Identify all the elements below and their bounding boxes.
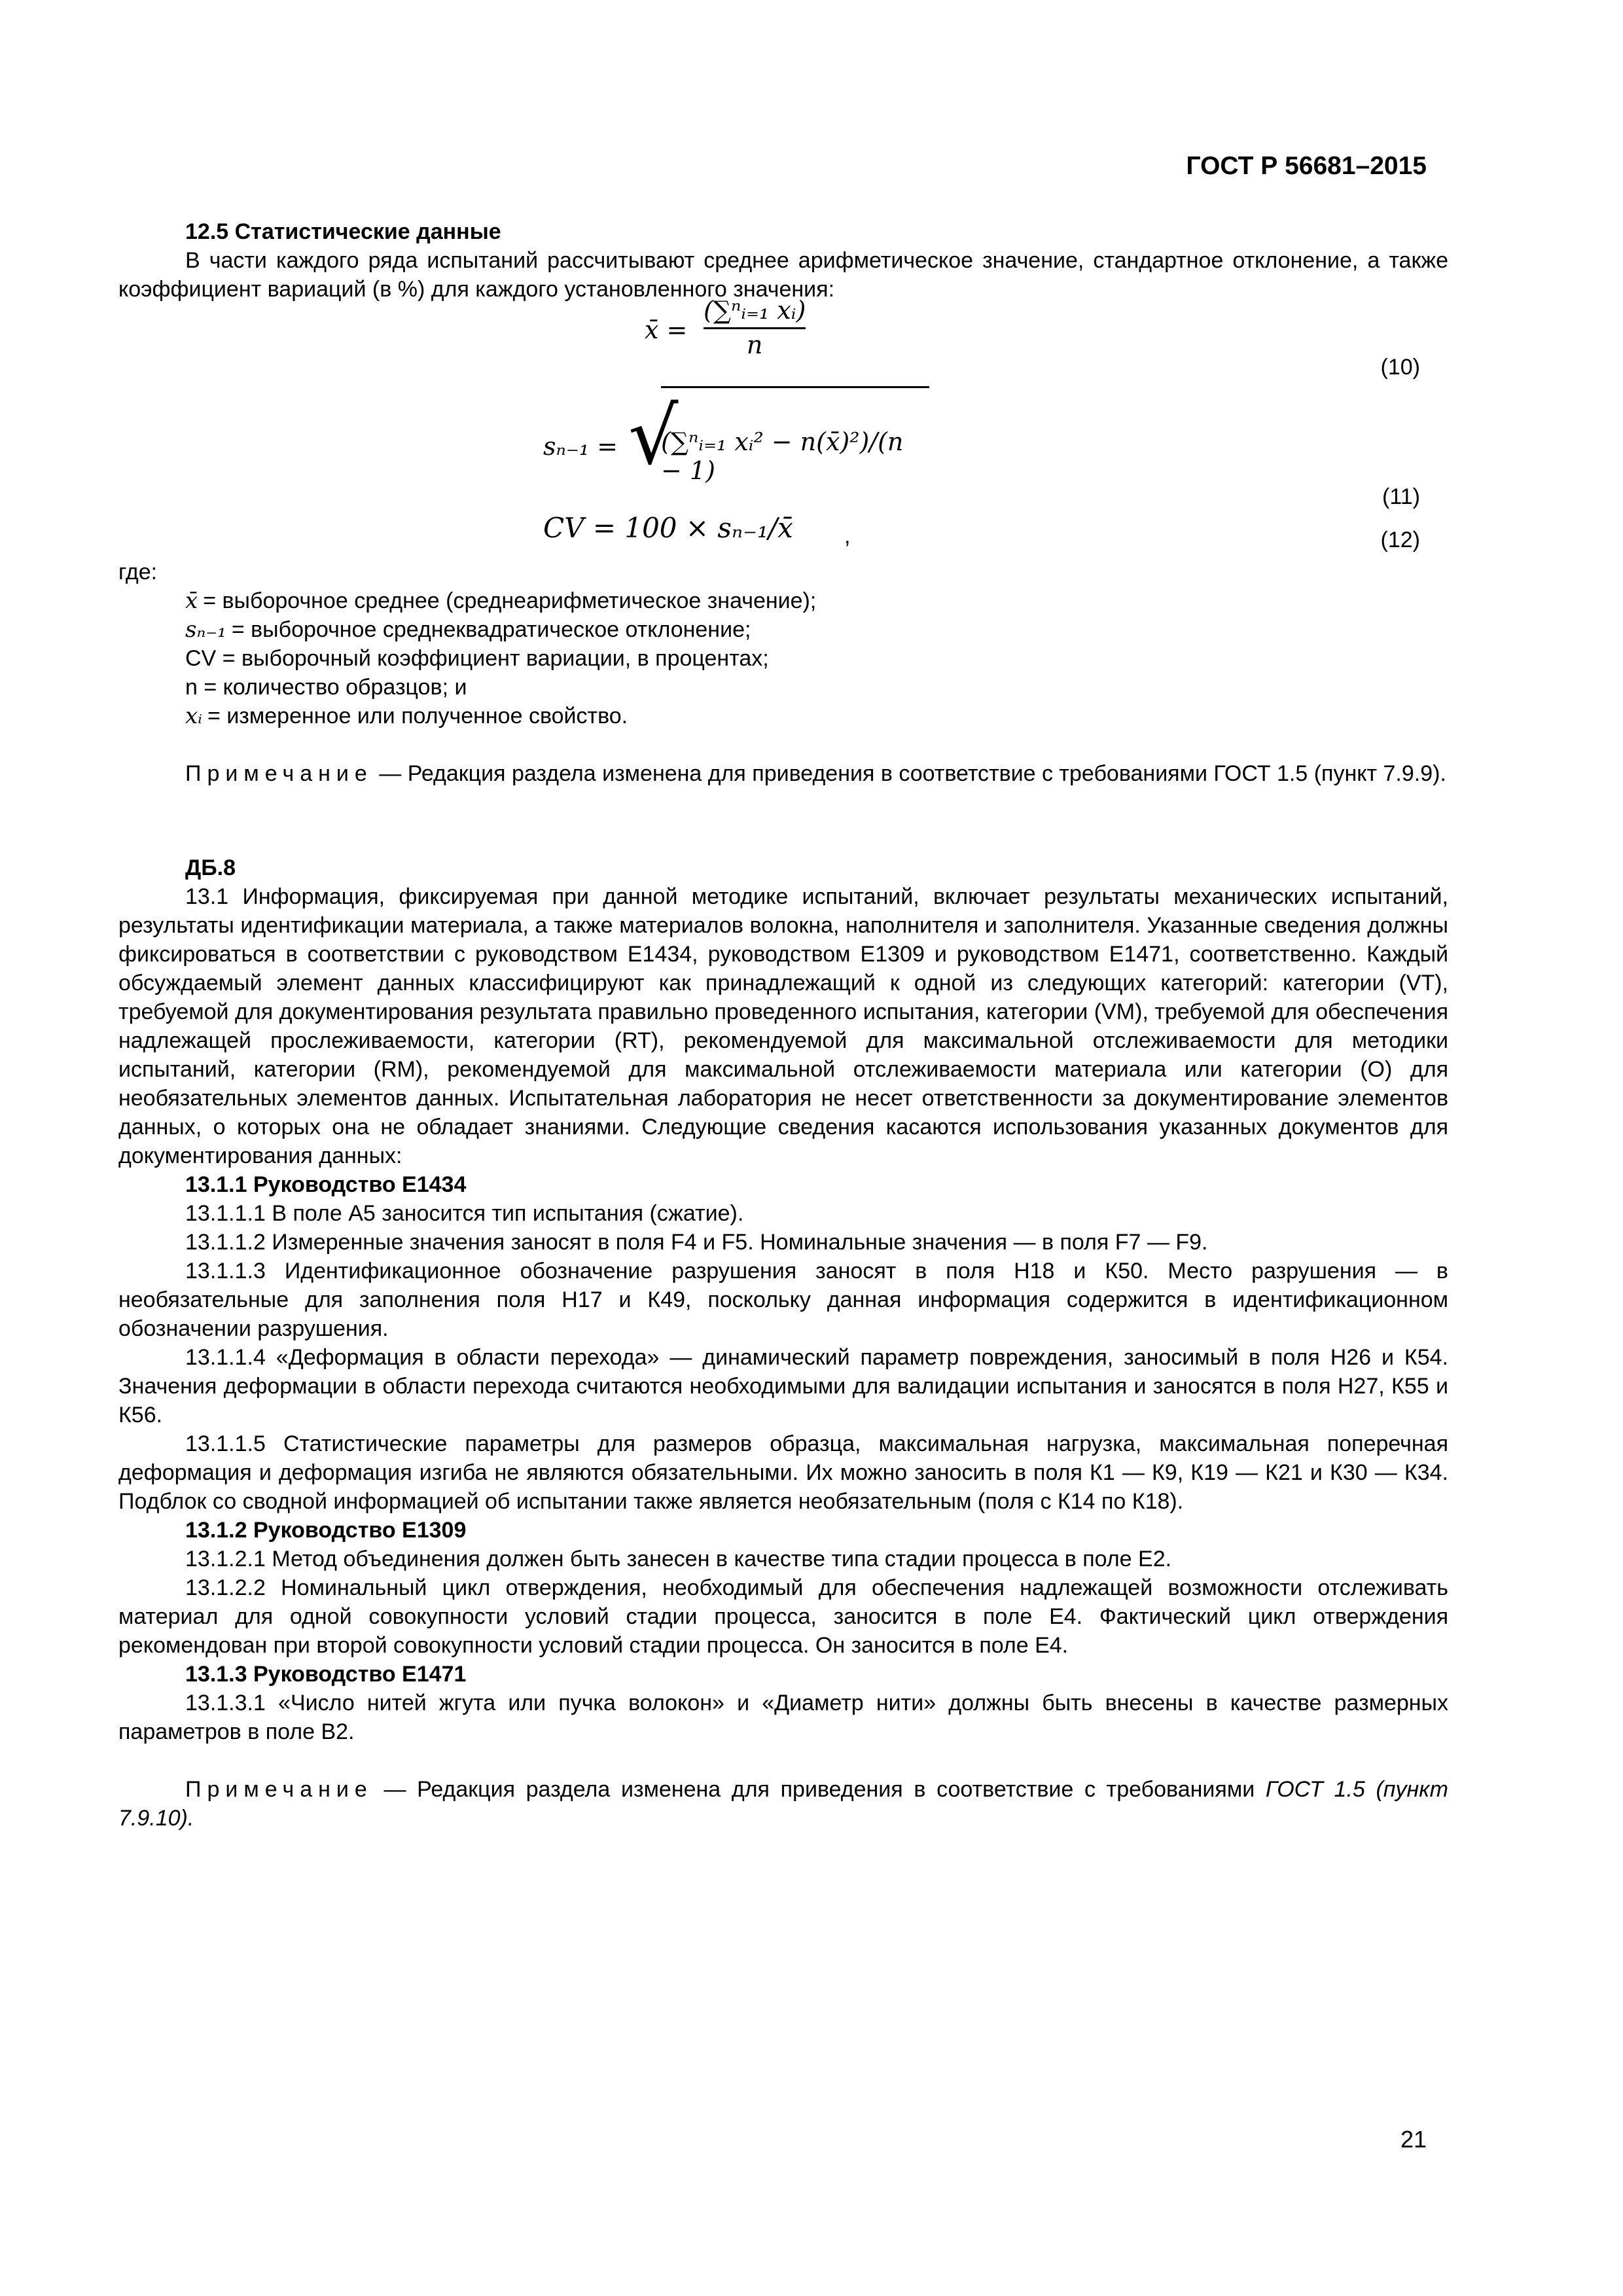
note-reference: ГОСТ 1.5 (пункт 7.9.10).	[118, 1777, 1448, 1831]
paragraph: 13.1.1.4 «Деформация в области перехода» — динамический параметр повреждения, заносимый в поля Н26 и К54. Значения деформации в области перехода считаются необходимыми для валидации испытания и заносятся в поля Н27, К55 и К56.	[118, 1345, 1448, 1427]
definition-n: n = количество образцов; и	[185, 675, 467, 700]
paragraph: 13.1.1.2 Измеренные значения заносят в поля F4 и F5. Номинальные значения — в поля F7 — F9.	[185, 1230, 1208, 1255]
paragraph: В части каждого ряда испытаний рассчитывают среднее арифметическое значение, стандартное отклонение, а также коэффициент вариаций (в %) для каждого установленного значения:	[118, 248, 1448, 302]
formula-12-comma: ,	[844, 524, 851, 548]
definitions-block	[118, 558, 1448, 788]
page-number: 21	[1400, 2126, 1427, 2153]
note-label: Примечание	[185, 761, 373, 786]
formula-12: CV = 100 × sₙ₋₁/x̄	[543, 512, 793, 544]
equation-number-12: (12)	[1380, 528, 1420, 552]
definition-stddev: sₙ₋₁ = выборочное среднеквадратическое отклонение;	[185, 617, 751, 643]
document-id: ГОСТ Р 56681–2015	[1186, 152, 1427, 180]
subsection-title: 13.1.3 Руководство Е1471	[185, 1662, 467, 1687]
definition-mean: x̄ = выборочное среднее (среднеарифметическое значение);	[185, 588, 817, 614]
formula-11-body: (∑ⁿᵢ₌₁ xᵢ² − n(x̄)²)/(n − 1)	[661, 386, 929, 485]
section-db8	[118, 853, 1448, 1833]
equation-number-11: (11)	[1382, 484, 1420, 509]
where-label: где:	[118, 560, 158, 584]
paragraph: 13.1.2.1 Метод объединения должен быть занесен в качестве типа стадии процесса в поле Е2.	[185, 1547, 1172, 1571]
formula-10: x̄ =	[645, 315, 688, 344]
formula-10-fraction: (∑ⁿᵢ₌₁ xᵢ) n	[704, 296, 806, 359]
paragraph: 13.1.1.5 Статистические параметры для размеров образца, максимальная нагрузка, максимальная поперечная деформация и деформация изгиба не являются обязательными. Их можно заносить в поля К1 — К9, К19 — К21 и К30 — К34. Подблок со сводной информацией об испытании также является необязательным (поля с К14 по К18).	[118, 1431, 1448, 1514]
paragraph: 13.1.1.3 Идентификационное обозначение разрушения заносят в поля Н18 и К50. Место разрушения — в необязательные для заполнения поля Н17 и К49, поскольку данная информация содержится в идентификационном обозначении разрушения.	[118, 1259, 1448, 1341]
note-label: Примечание	[185, 1777, 373, 1802]
paragraph: 13.1.2.2 Номинальный цикл отверждения, необходимый для обеспечения надлежащей возможности отслеживать материал для одной совокупности условий стадии процесса, заносится в поле Е4. Фактический цикл отверждения рекомендован при второй совокупности условий стадии процесса. Он заносится в поле Е4.	[118, 1575, 1448, 1658]
paragraph: 13.1 Информация, фиксируемая при данной методике испытаний, включает результаты механических испытаний, результаты идентификации материала, а также материалов волокна, наполнителя и заполнителя. Указанные сведения должны фиксироваться в соответствии с руководством Е1434, руководством Е1309 и руководством Е1471, соответственно. Каждый обсуждаемый элемент данных классифицируют как принадлежащий к одной из следующих категорий: категории (VT), требуемой для документирования результата правильно проведенного испытания, категории (VM), требуемой для обеспечения надлежащей прослеживаемости, категории (RT), рекомендуемой для максимальной отслеживаемости для методики испытаний, категории (RM), рекомендуемой для максимальной отслеживаемости материала или категории (О) для необязательных элементов данных. Испытательная лаборатория не несет ответственности за документирование элементов данных, о которых она не обладает знаниями. Следующие сведения касаются использования указанных документов для документирования данных:	[118, 884, 1448, 1168]
formula-11-radical: √	[628, 391, 679, 482]
subsection-title: 13.1.1 Руководство Е1434	[185, 1172, 467, 1197]
section-title: ДБ.8	[185, 855, 236, 880]
equation-number-10: (10)	[1380, 355, 1420, 380]
section-12-5	[118, 217, 1448, 304]
formula-11-lhs: sₙ₋₁ =	[543, 432, 618, 461]
note: Примечание — Редакция раздела изменена для приведения в соответствие с требованиями ГОСТ 1.5 (пункт 7.9.9).	[185, 761, 1446, 786]
note: Примечание — Редакция раздела изменена для приведения в соответствие с требованиями ГОСТ 1.5 (пункт 7.9.10).	[118, 1777, 1448, 1831]
subsection-title: 13.1.2 Руководство Е1309	[185, 1518, 467, 1543]
section-title: 12.5 Статистические данные	[185, 219, 501, 244]
definition-cv: CV = выборочный коэффициент вариации, в процентах;	[185, 646, 769, 671]
paragraph: 13.1.1.1 В поле А5 заносится тип испытания (сжатие).	[185, 1201, 744, 1226]
definition-xi: xᵢ = измеренное или полученное свойство.	[185, 703, 628, 729]
paragraph: 13.1.3.1 «Число нитей жгута или пучка волокон» и «Диаметр нити» должны быть внесены в качестве размерных параметров в поле В2.	[118, 1691, 1448, 1744]
